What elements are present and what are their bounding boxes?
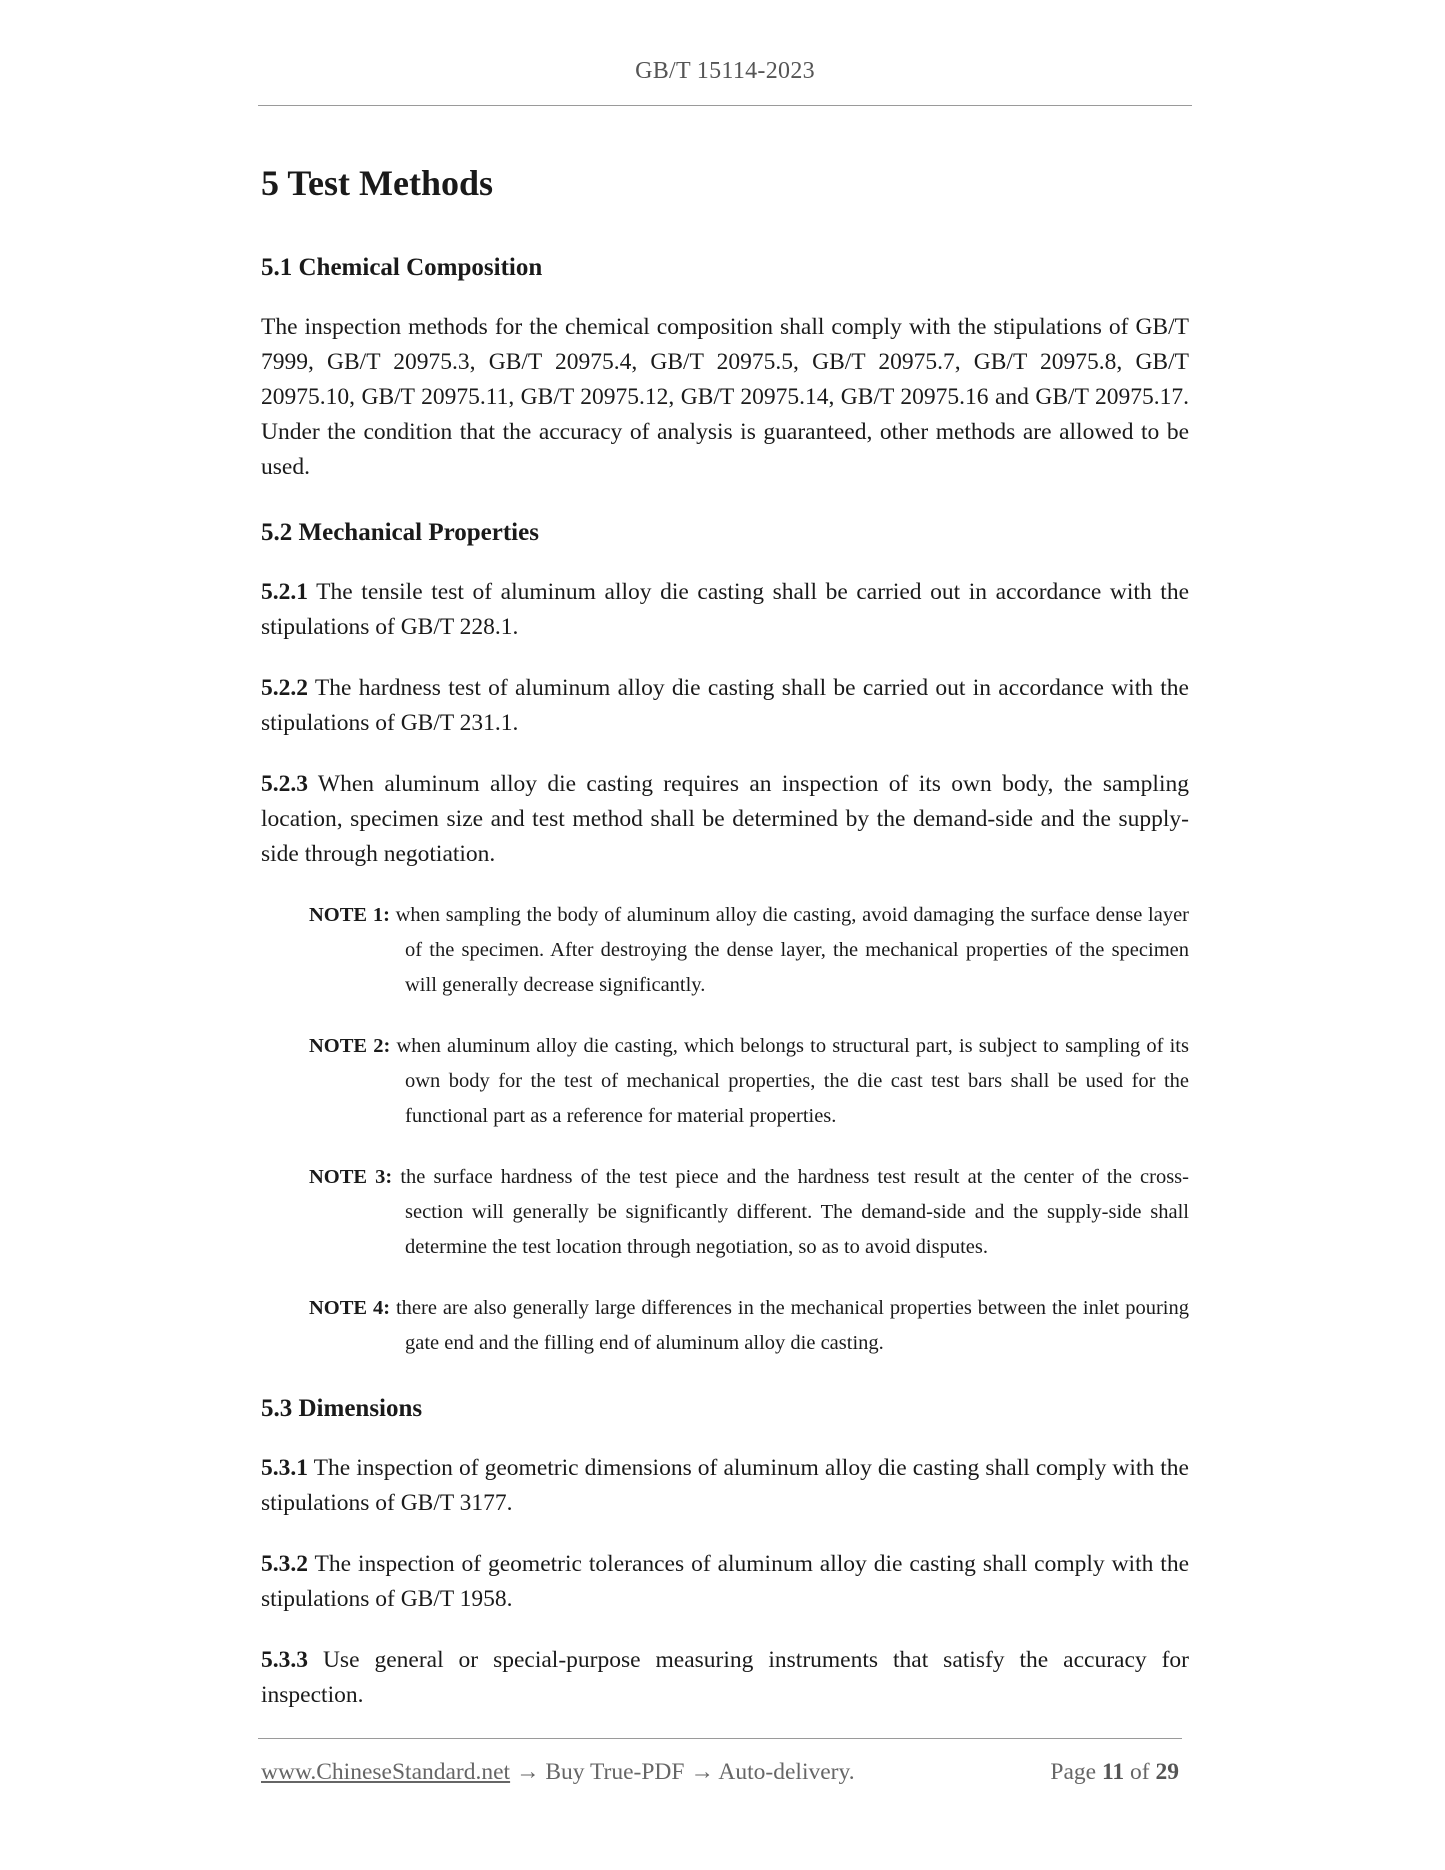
of-word: of [1124, 1759, 1156, 1785]
clause-number: 5.2.3 [261, 771, 308, 797]
note-label: NOTE 1: [309, 904, 390, 926]
clause-number: 5.2.1 [261, 579, 308, 605]
buy-text: Buy True-PDF [539, 1759, 691, 1785]
paragraph-5-3-1 [261, 1451, 1189, 1521]
page-total: 29 [1155, 1759, 1179, 1785]
clause-text: When aluminum alloy die casting requires an inspection of its own body, the sampling location, specimen size and test method shall be determined by the demand-side and the supply-side through negotiation. [261, 771, 1189, 867]
clause-text: Use general or special-purpose measuring instruments that satisfy the accuracy for inspection. [261, 1647, 1189, 1708]
site-link[interactable]: www.ChineseStandard.net [261, 1759, 511, 1785]
main-content [261, 150, 1189, 1739]
clause-number: 5.3.1 [261, 1455, 308, 1481]
footer-rule [258, 1738, 1182, 1739]
note-4 [309, 1291, 1189, 1361]
note-3 [309, 1160, 1189, 1265]
arrow-right-icon: → [515, 1759, 540, 1785]
clause-number: 5.3.3 [261, 1647, 308, 1673]
note-label: NOTE 2: [309, 1035, 391, 1057]
note-text: when sampling the body of aluminum alloy die casting, avoid damaging the surface dense layer of the specimen. After destroying the dense layer, the mechanical properties of the specimen will generally decrease significantly. [389, 904, 1189, 996]
paragraph-5-2-1 [261, 575, 1189, 645]
clause-number: 5.3.2 [261, 1551, 308, 1577]
header-rule [258, 105, 1192, 106]
note-text: when aluminum alloy die casting, which belongs to structural part, is subject to sampling of its own body for the test of mechanical properties, the die cast test bars shall be used for the functional part as a reference for material properties. [390, 1035, 1189, 1127]
clause-text: The tensile test of aluminum alloy die casting shall be carried out in accordance with the stipulations of GB/T 228.1. [261, 579, 1189, 640]
delivery-text: Auto-delivery. [713, 1759, 855, 1785]
footer-promo [261, 1754, 855, 1790]
heading-5-1: 5.1 Chemical Composition [261, 254, 543, 281]
arrow-right-icon: → [690, 1759, 714, 1785]
heading-5-3: 5.3 Dimensions [261, 1395, 423, 1422]
paragraph-5-2-3 [261, 767, 1189, 872]
clause-text: The inspection of geometric tolerances of aluminum alloy die casting shall comply with the stipulations of GB/T 1958. [261, 1551, 1189, 1612]
note-1 [309, 898, 1189, 1003]
paragraph-5-1: The inspection methods for the chemical composition shall comply with the stipulations of GB/T 7999, GB/T 20975.3, GB/T 20975.4, GB/T 20975.5, GB/T 20975.7, GB/T 20975.8, GB/T 20975.10, GB/T 20975.11, GB/T 20975.12, GB/T 20975.14, GB/T 20975.16 and GB/T 20975.17. Under the condition that the accuracy of analysis is guaranteed, other methods are allowed to be used. [261, 314, 1189, 480]
page-number: 11 [1101, 1759, 1125, 1785]
note-label: NOTE 3: [309, 1166, 393, 1188]
clause-text: The hardness test of aluminum alloy die casting shall be carried out in accordance with the stipulations of GB/T 231.1. [261, 675, 1189, 736]
clause-number: 5.2.2 [261, 675, 308, 701]
paragraph-5-2-2 [261, 671, 1189, 741]
section-title: 5 Test Methods [261, 163, 494, 203]
note-text: there are also generally large differences in the mechanical properties between the inlet pouring gate end and the filling end of aluminum alloy die casting. [390, 1297, 1189, 1354]
note-label: NOTE 4: [309, 1297, 391, 1319]
heading-5-2: 5.2 Mechanical Properties [261, 519, 539, 546]
paragraph-5-3-3 [261, 1643, 1189, 1713]
page-indicator [1050, 1754, 1179, 1790]
paragraph-5-3-2 [261, 1547, 1189, 1617]
page-word: Page [1050, 1759, 1102, 1785]
clause-text: The inspection of geometric dimensions of aluminum alloy die casting shall comply with the stipulations of GB/T 3177. [261, 1455, 1189, 1516]
note-text: the surface hardness of the test piece and the hardness test result at the center of the cross-section will generally be significantly different. The demand-side and the supply-side shall determine the test location through negotiation, so as to avoid disputes. [392, 1166, 1189, 1258]
header-doc-id: GB/T 15114-2023 [635, 58, 815, 84]
note-2 [309, 1029, 1189, 1134]
